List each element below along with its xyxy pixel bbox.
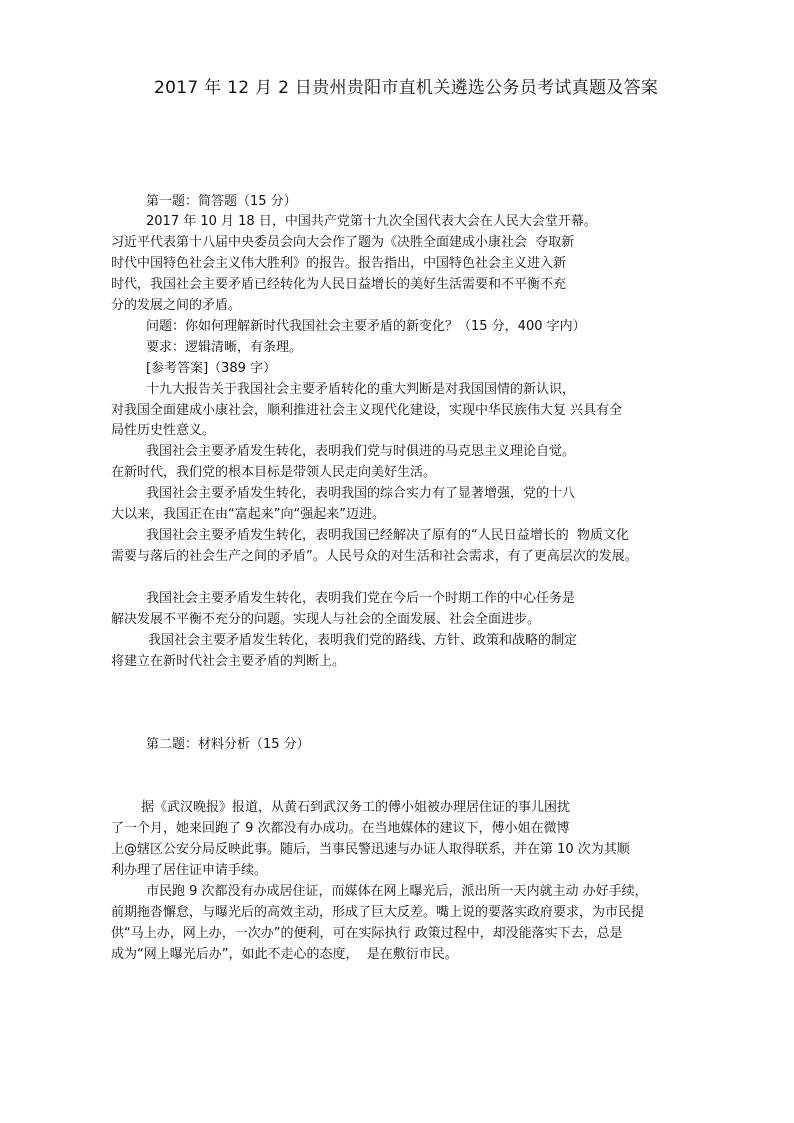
paragraph-line: 大以来，我国正在由“富起来”向“强起来”迈进。: [111, 507, 385, 522]
paragraph-line: 利办理了居住证申请手续。: [111, 863, 268, 878]
paragraph-line: 习近平代表第十八届中央委员会向大会作了题为《决胜全面建成小康社会 夺取新: [111, 235, 575, 250]
paragraph-line: 我国社会主要矛盾发生转化，表明我们党与时俱进的马克思主义理论自觉。: [146, 444, 576, 459]
paragraph-line: 供“马上办，网上办，一次办”的便利，可在实际执行 政策过程中，却没能落实下去，总是: [111, 926, 623, 941]
paragraph-line: 据《武汉晚报》报道，从黄石到武汉务工的傅小姐被办理居住证的事儿困扰: [141, 800, 571, 815]
document-title: 2017 年 12 月 2 日贵州贵阳市直机关遴选公务员考试真题及答案: [154, 78, 659, 98]
paragraph-line: 我国社会主要矛盾发生转化，表明我们党在今后一个时期工作的中心任务是: [146, 591, 576, 606]
paragraph-line: 需要与落后的社会生产之间的矛盾”。人民号众的对生活和社会需求，有了更高层次的发展。: [111, 549, 638, 564]
paragraph-line: 我国社会主要矛盾发生转化，表明我们党的路线、方针、政策和战略的制定: [148, 633, 578, 648]
paragraph-line: 时代，我国社会主要矛盾已经转化为人民日益增长的美好生活需要和不平衡不充: [111, 277, 567, 292]
paragraph-line: 分的发展之间的矛盾。: [111, 298, 242, 313]
section1-heading: 第一题：简答题（15 分）: [146, 194, 297, 209]
section2-heading: 第二题：材料分析（15 分）: [146, 737, 310, 752]
paragraph-line: 上@辖区公安分局反映此事。随后，当事民警迅速与办证人取得联系，并在第 10 次为其顺: [111, 842, 630, 857]
paragraph-line: 了一个月，她来回跑了 9 次都没有办成功。在当地媒体的建议下，傅小姐在微博: [111, 821, 570, 836]
paragraph-line: 对我国全面建成小康社会，顺利推进社会主义现代化建设，实现中华民族伟大复 兴具有全: [111, 403, 623, 418]
paragraph-line: 市民跑 9 次都没有办成居住证，而媒体在网上曝光后，派出所一天内就主动 办好手续，: [146, 884, 648, 899]
paragraph-line: 在新时代，我们党的根本目标是带领人民走向美好生活。: [111, 465, 437, 480]
paragraph-line: 我国社会主要矛盾发生转化，表明我国已经解决了原有的“人民日益增长的 物质文化: [146, 528, 630, 543]
paragraph-line: 我国社会主要矛盾发生转化，表明我国的综合实力有了显著增强，党的十八: [146, 486, 576, 501]
question-line: 问题：你如何理解新时代我国社会主要矛盾的新变化？（15 分，400 字内）: [146, 319, 586, 334]
paragraph-line: 前期拖沓懈怠，与曝光后的高效主动，形成了巨大反差。嘴上说的要落实政府要求，为市民提: [111, 905, 645, 920]
paragraph-line: 局性历史性意义。: [111, 423, 216, 438]
paragraph-line: 时代中国特色社会主义伟大胜利》的报告。报告指出，中国特色社会主义进入新: [111, 256, 567, 271]
answer-heading: [参考答案]（389 字）: [146, 361, 277, 376]
paragraph-line: 解决发展不平衡不充分的问题。实现人与社会的全面发展、社会全面进步。: [111, 612, 541, 627]
paragraph-line: 2017 年 10 月 18 日，中国共产党第十九次全国代表大会在人民大会堂开幕。: [146, 214, 597, 229]
paragraph-line: 将建立在新时代社会主要矛盾的判断上。: [111, 654, 346, 669]
paragraph-line: 成为“网上曝光后办”，如此不走心的态度， 是在敷衍市民。: [111, 947, 458, 962]
requirement-line: 要求：逻辑清晰，有条理。: [146, 340, 303, 355]
paragraph-line: 十九大报告关于我国社会主要矛盾转化的重大判断是对我国国情的新认识，: [146, 382, 576, 397]
